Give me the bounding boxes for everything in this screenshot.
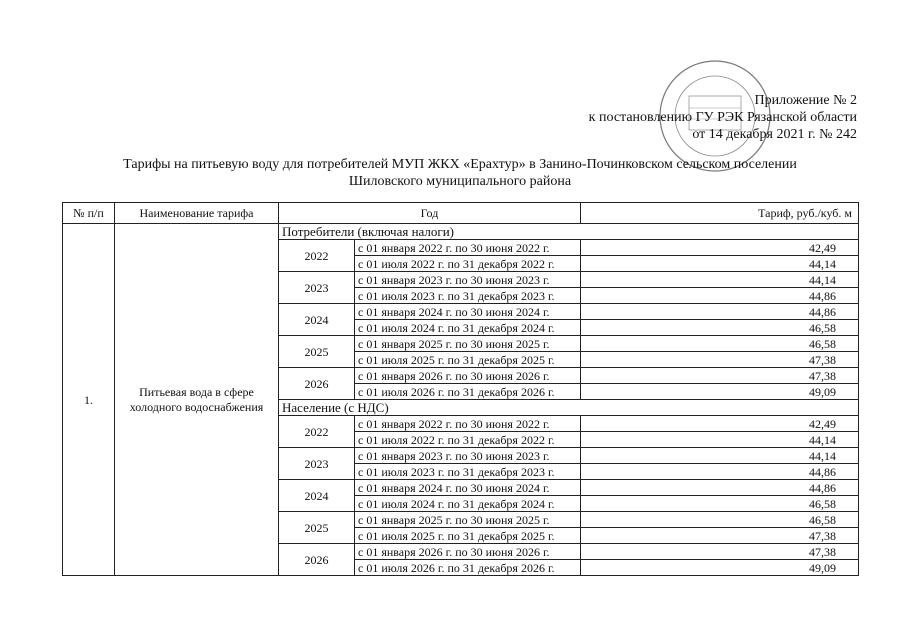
tariff-value-cell: 46,58 <box>581 336 859 352</box>
year-cell: 2022 <box>279 416 355 448</box>
tariff-value-cell: 49,09 <box>581 560 859 576</box>
appendix-header <box>589 92 857 143</box>
tariff-value-cell: 47,38 <box>581 352 859 368</box>
period-cell: с 01 января 2026 г. по 30 июня 2026 г. <box>355 544 581 560</box>
tariff-value-cell: 46,58 <box>581 512 859 528</box>
tariff-value-cell: 44,14 <box>581 272 859 288</box>
tariff-value-cell: 44,14 <box>581 432 859 448</box>
period-cell: с 01 июля 2022 г. по 31 декабря 2022 г. <box>355 256 581 272</box>
tariff-value-cell: 47,38 <box>581 528 859 544</box>
section-title: Потребители (включая налоги) <box>279 224 859 240</box>
period-cell: с 01 января 2024 г. по 30 июня 2024 г. <box>355 304 581 320</box>
year-cell: 2025 <box>279 512 355 544</box>
year-cell: 2024 <box>279 480 355 512</box>
period-cell: с 01 июля 2024 г. по 31 декабря 2024 г. <box>355 320 581 336</box>
table-header-row <box>63 203 859 224</box>
tariff-value-cell: 46,58 <box>581 320 859 336</box>
tariff-value-cell: 42,49 <box>581 416 859 432</box>
tariff-value-cell: 44,14 <box>581 256 859 272</box>
document-title-line-1: Тарифы на питьевую воду для потребителей МУП ЖКХ «Ерахтур» в Занино-Починковском сельском поселении <box>123 157 797 172</box>
tariff-value-cell: 42,49 <box>581 240 859 256</box>
row-number: 1. <box>63 224 115 576</box>
year-cell: 2026 <box>279 544 355 576</box>
section-title: Население (с НДС) <box>279 400 859 416</box>
period-cell: с 01 января 2026 г. по 30 июня 2026 г. <box>355 368 581 384</box>
period-cell: с 01 января 2023 г. по 30 июня 2023 г. <box>355 448 581 464</box>
period-cell: с 01 июля 2025 г. по 31 декабря 2025 г. <box>355 528 581 544</box>
header-year: Год <box>279 203 581 224</box>
document-title-line-2: Шиловского муниципального района <box>348 174 572 189</box>
year-cell: 2025 <box>279 336 355 368</box>
tariff-value-cell: 44,14 <box>581 448 859 464</box>
period-cell: с 01 июля 2023 г. по 31 декабря 2023 г. <box>355 464 581 480</box>
tariff-value-cell: 47,38 <box>581 368 859 384</box>
header-name: Наименование тарифа <box>115 203 279 224</box>
tariff-value-cell: 44,86 <box>581 304 859 320</box>
year-cell: 2022 <box>279 240 355 272</box>
year-cell: 2026 <box>279 368 355 400</box>
period-cell: с 01 января 2025 г. по 30 июня 2025 г. <box>355 336 581 352</box>
period-cell: с 01 июля 2022 г. по 31 декабря 2022 г. <box>355 432 581 448</box>
tariff-value-cell: 44,86 <box>581 480 859 496</box>
document-title <box>60 156 860 190</box>
period-cell: с 01 июля 2026 г. по 31 декабря 2026 г. <box>355 560 581 576</box>
tariff-value-cell: 44,86 <box>581 288 859 304</box>
section-row <box>63 224 859 240</box>
period-cell: с 01 января 2025 г. по 30 июня 2025 г. <box>355 512 581 528</box>
appendix-resolution-date: от 14 декабря 2021 г. № 242 <box>692 127 857 142</box>
period-cell: с 01 июля 2023 г. по 31 декабря 2023 г. <box>355 288 581 304</box>
tariff-table <box>62 202 859 576</box>
appendix-resolution-ref: к постановлению ГУ РЭК Рязанской области <box>588 110 857 125</box>
period-cell: с 01 июля 2025 г. по 31 декабря 2025 г. <box>355 352 581 368</box>
year-cell: 2024 <box>279 304 355 336</box>
period-cell: с 01 января 2022 г. по 30 июня 2022 г. <box>355 416 581 432</box>
tariff-table-body <box>63 224 859 576</box>
header-tariff: Тариф, руб./куб. м <box>581 203 859 224</box>
tariff-value-cell: 47,38 <box>581 544 859 560</box>
tariff-value-cell: 46,58 <box>581 496 859 512</box>
tariff-value-cell: 44,86 <box>581 464 859 480</box>
period-cell: с 01 января 2022 г. по 30 июня 2022 г. <box>355 240 581 256</box>
appendix-title: Приложение № 2 <box>754 93 857 108</box>
period-cell: с 01 января 2023 г. по 30 июня 2023 г. <box>355 272 581 288</box>
period-cell: с 01 января 2024 г. по 30 июня 2024 г. <box>355 480 581 496</box>
period-cell: с 01 июля 2024 г. по 31 декабря 2024 г. <box>355 496 581 512</box>
header-num: № п/п <box>63 203 115 224</box>
tariff-value-cell: 49,09 <box>581 384 859 400</box>
year-cell: 2023 <box>279 272 355 304</box>
tariff-name: Питьевая вода в сфере холодного водоснабжения <box>115 224 279 576</box>
period-cell: с 01 июля 2026 г. по 31 декабря 2026 г. <box>355 384 581 400</box>
year-cell: 2023 <box>279 448 355 480</box>
